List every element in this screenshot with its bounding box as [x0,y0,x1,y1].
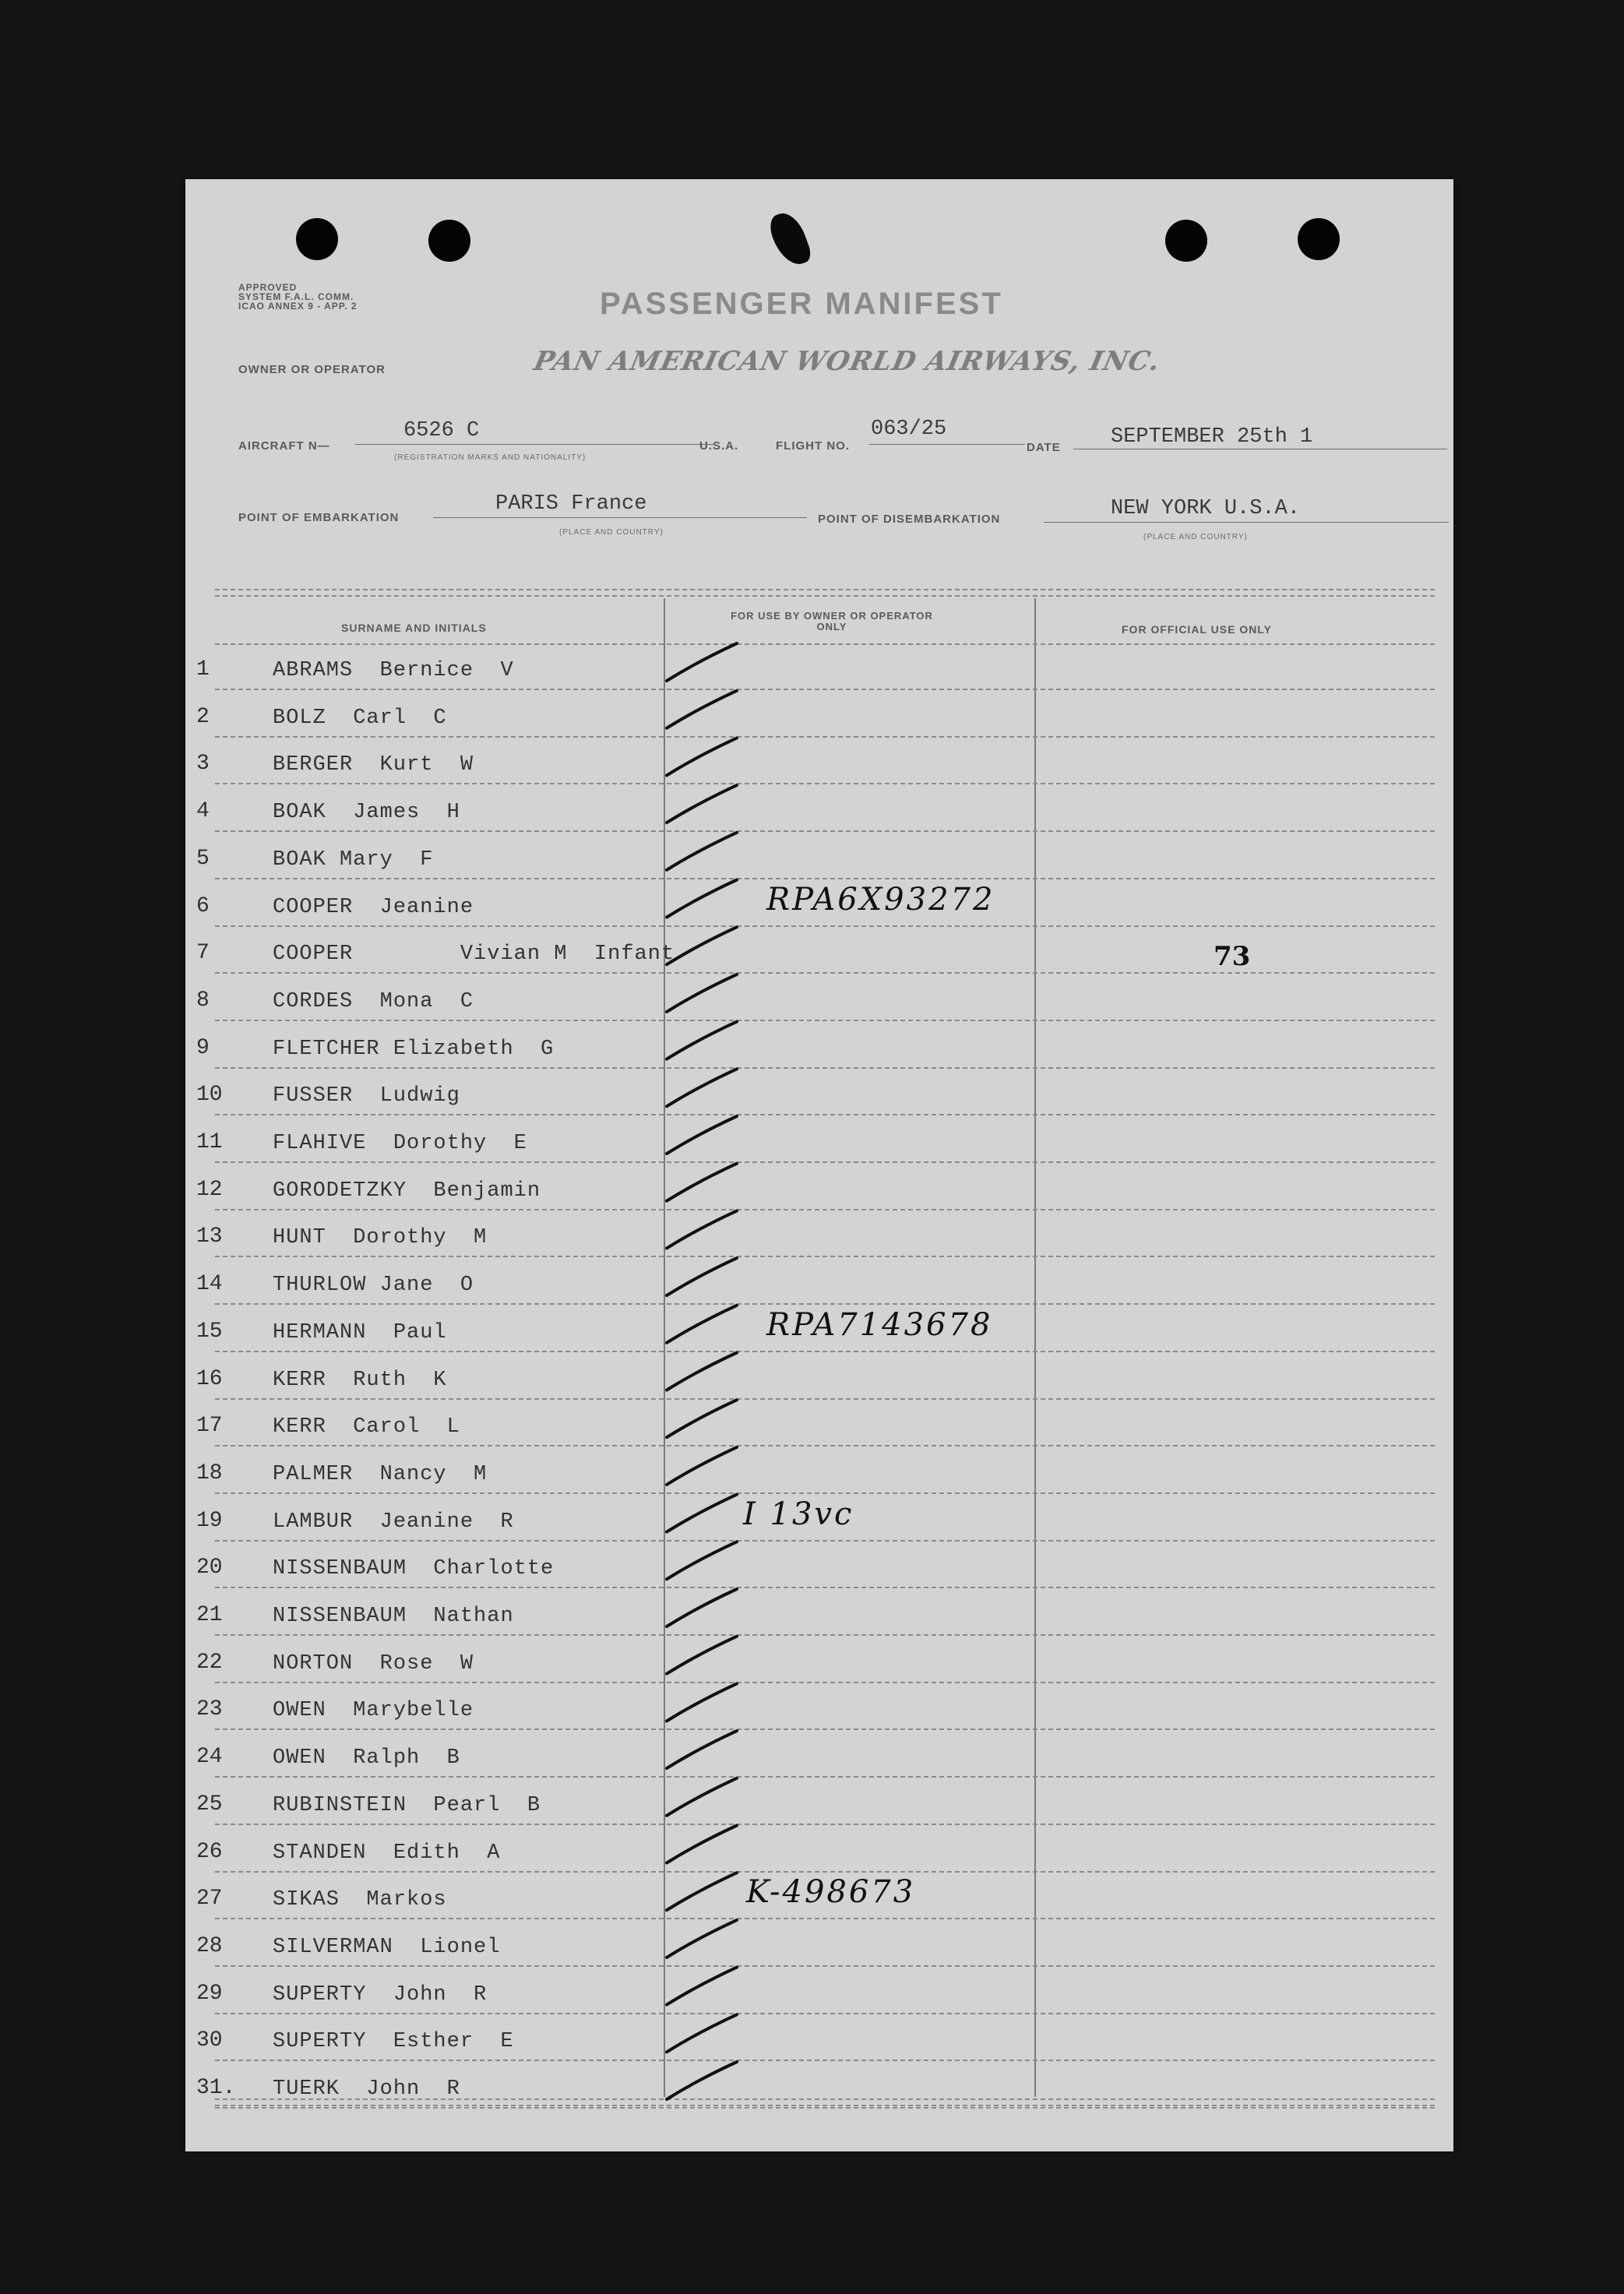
row-number: 5 [196,846,210,871]
row-rule [215,1824,1435,1825]
approval-line-2: SYSTEM F.A.L. COMM. [238,291,354,302]
check-stroke [667,1116,737,1154]
row-rule [215,1776,1435,1778]
passenger-name: BOAK Mary F [273,847,434,872]
row-rule [215,1492,1435,1494]
manifest-page [185,179,1453,2151]
row-number: 6 [196,893,210,918]
row-number: 9 [196,1035,210,1060]
row-number: 20 [196,1556,223,1580]
official-note: 73 [1214,941,1251,973]
row-number: 27 [196,1887,223,1912]
check-stroke [667,974,737,1012]
row-rule [215,1918,1435,1919]
check-stroke [667,1637,737,1674]
passenger-name: BOLZ Carl C [273,706,447,730]
passenger-name: STANDEN Edith A [273,1841,501,1865]
row-number: 8 [196,988,210,1013]
check-stroke [667,785,737,823]
check-stroke [667,1826,737,1863]
passenger-name: FLETCHER Elizabeth G [273,1037,555,1061]
row-number: 15 [196,1319,223,1344]
check-stroke [667,2014,737,2052]
row-rule [215,2013,1435,2014]
disembark-sublabel: (PLACE AND COUNTRY) [1143,533,1248,541]
row-number: 23 [196,1697,223,1722]
row-number: 31. [196,2076,236,2100]
aircraft-label: AIRCRAFT N— [238,439,330,453]
row-number: 26 [196,1839,223,1864]
embark-label: POINT OF EMBARKATION [238,511,400,524]
passenger-name: PALMER Nancy M [273,1462,488,1486]
owner-handwritten-note: RPA7143678 [766,1306,993,1343]
flight-label: FLIGHT NO. [776,439,850,453]
row-rule [215,1540,1435,1542]
passenger-name: RUBINSTEIN Pearl B [273,1793,541,1817]
check-stroke [667,1873,737,1910]
row-rule [215,1634,1435,1636]
passenger-name: OWEN Marybelle [273,1699,474,1723]
row-number: 18 [196,1461,223,1485]
embark-sublabel: (PLACE AND COUNTRY) [559,528,664,537]
row-rule [215,2107,1435,2109]
row-rule [215,689,1435,690]
row-number: 14 [196,1272,223,1297]
disembark-label: POINT OF DISEMBARKATION [818,513,1001,526]
row-rule [215,830,1435,832]
passenger-name: THURLOW Jane O [273,1274,474,1298]
owner-label: OWNER OR OPERATOR [238,363,386,376]
row-number: 24 [196,1745,223,1770]
row-rule [215,1161,1435,1163]
check-stroke [667,880,737,918]
row-rule [215,1256,1435,1257]
passenger-name: NISSENBAUM Charlotte [273,1557,555,1581]
passenger-name: SIKAS Markos [273,1888,447,1912]
check-stroke [667,1968,737,2005]
column-header-official: FOR OFFICIAL USE ONLY [1122,623,1272,636]
passenger-name: NISSENBAUM Nathan [273,1605,514,1628]
check-stroke [667,1353,737,1390]
disembark-value: NEW YORK U.S.A. [1111,497,1301,520]
punch-hole [428,220,470,262]
check-stroke [667,1306,737,1343]
check-stroke [667,1400,737,1437]
passenger-name: OWEN Ralph B [273,1746,460,1771]
date-value: SEPTEMBER 25th 1 [1111,425,1313,449]
passenger-name: BERGER Kurt W [273,753,474,777]
row-rule [215,1351,1435,1352]
row-number: 22 [196,1650,223,1675]
check-stroke [667,833,737,870]
row-number: 13 [196,1225,223,1249]
row-rule [215,925,1435,927]
aircraft-underline [355,444,713,445]
row-rule [215,878,1435,879]
row-number: 16 [196,1366,223,1391]
check-stroke [667,1164,737,1201]
table-bottom-rule [215,2098,1435,2100]
row-number: 28 [196,1933,223,1958]
passenger-name: NORTON Rose W [273,1651,474,1676]
check-stroke [667,643,737,681]
passenger-name: BOAK James H [273,801,460,825]
row-rule [215,1682,1435,1683]
approval-line-1: APPROVED [238,282,298,293]
passenger-name: SILVERMAN Lionel [273,1935,501,1959]
row-number: 21 [196,1603,223,1627]
check-stroke [667,927,737,964]
check-stroke [667,1447,737,1485]
passenger-name: HERMANN Paul [273,1320,447,1344]
aircraft-sublabel: (REGISTRATION MARKS AND NATIONALITY) [394,453,587,462]
embark-underline [433,517,807,518]
check-stroke [667,1920,737,1957]
passenger-name: SUPERTY Esther E [273,2030,514,2054]
check-stroke [667,1495,737,1532]
passenger-name: FUSSER Ludwig [273,1084,460,1108]
row-rule [215,1209,1435,1210]
row-rule [215,1303,1435,1305]
passenger-name: TUERK John R [273,2077,460,2101]
check-stroke [667,1542,737,1579]
table-top-rule-2 [215,595,1435,597]
row-number: 10 [196,1083,223,1108]
row-rule [215,1965,1435,1967]
row-number: 29 [196,1981,223,2006]
owner-handwritten-note: K-498673 [746,1874,916,1911]
passenger-name: LAMBUR Jeanine R [273,1510,514,1534]
table-bottom-rule-2 [215,2105,1435,2106]
row-number: 17 [196,1414,223,1439]
header-bottom-rule [215,643,1435,645]
row-rule [215,1114,1435,1115]
disembark-underline [1044,522,1449,523]
check-stroke [667,691,737,728]
row-rule [215,1067,1435,1069]
row-number: 12 [196,1177,223,1202]
column-header-name: SURNAME AND INITIALS [341,622,487,634]
aircraft-value: 6526 C [403,419,480,442]
row-number: 4 [196,799,210,824]
passenger-name: FLAHIVE Dorothy E [273,1132,527,1155]
row-number: 1 [196,657,210,682]
flight-underline [869,444,1025,445]
row-number: 30 [196,2028,223,2053]
row-number: 3 [196,752,210,777]
passenger-name: COOPER Vivian M Infant [273,943,675,967]
row-rule [215,1020,1435,1021]
check-stroke [667,1778,737,1816]
check-stroke [667,1022,737,1059]
row-number: 19 [196,1508,223,1533]
column-header-owner: FOR USE BY OWNER OR OPERATOR ONLY [731,610,933,633]
check-stroke [667,1683,737,1721]
row-rule [215,1871,1435,1873]
check-stroke [667,1210,737,1248]
check-stroke [667,1731,737,1768]
punch-hole [296,218,338,260]
page-title: PASSENGER MANIFEST [600,287,1003,321]
passenger-name: KERR Ruth K [273,1368,447,1392]
row-number: 7 [196,941,210,966]
flight-value: 063/25 [871,418,947,441]
punch-hole [1165,220,1207,262]
owner-handwritten-note: I 13vc [743,1496,854,1532]
table-top-rule [215,589,1435,590]
embark-value: PARIS France [495,492,647,516]
torn-mark [766,208,814,270]
approval-line-3: ICAO ANNEX 9 - APP. 2 [238,301,358,312]
passenger-name: GORODETZKY Benjamin [273,1179,541,1203]
check-stroke [667,1589,737,1626]
row-number: 25 [196,1792,223,1817]
row-rule [215,1728,1435,1730]
check-stroke [667,2062,737,2099]
row-number: 2 [196,704,210,729]
row-rule [215,736,1435,738]
passenger-name: ABRAMS Bernice V [273,659,514,682]
row-rule [215,1445,1435,1447]
passenger-name: SUPERTY John R [273,1982,488,2007]
row-rule [215,2060,1435,2061]
operator-name: PAN AMERICAN WORLD AIRWAYS, INC. [530,346,1164,377]
row-rule [215,1587,1435,1588]
check-stroke [667,1069,737,1106]
check-stroke [667,738,737,775]
country-label: U.S.A. [699,439,739,453]
check-stroke [667,1258,737,1295]
passenger-name: KERR Carol L [273,1415,460,1439]
passenger-name: HUNT Dorothy M [273,1226,488,1250]
row-number: 11 [196,1130,223,1154]
passenger-name: CORDES Mona C [273,989,474,1013]
owner-handwritten-note: RPA6X93272 [766,881,995,918]
row-rule [215,783,1435,784]
row-rule [215,1398,1435,1400]
punch-hole [1298,218,1340,260]
passenger-name: COOPER Jeanine [273,895,474,919]
date-label: DATE [1027,441,1061,454]
row-rule [215,972,1435,974]
